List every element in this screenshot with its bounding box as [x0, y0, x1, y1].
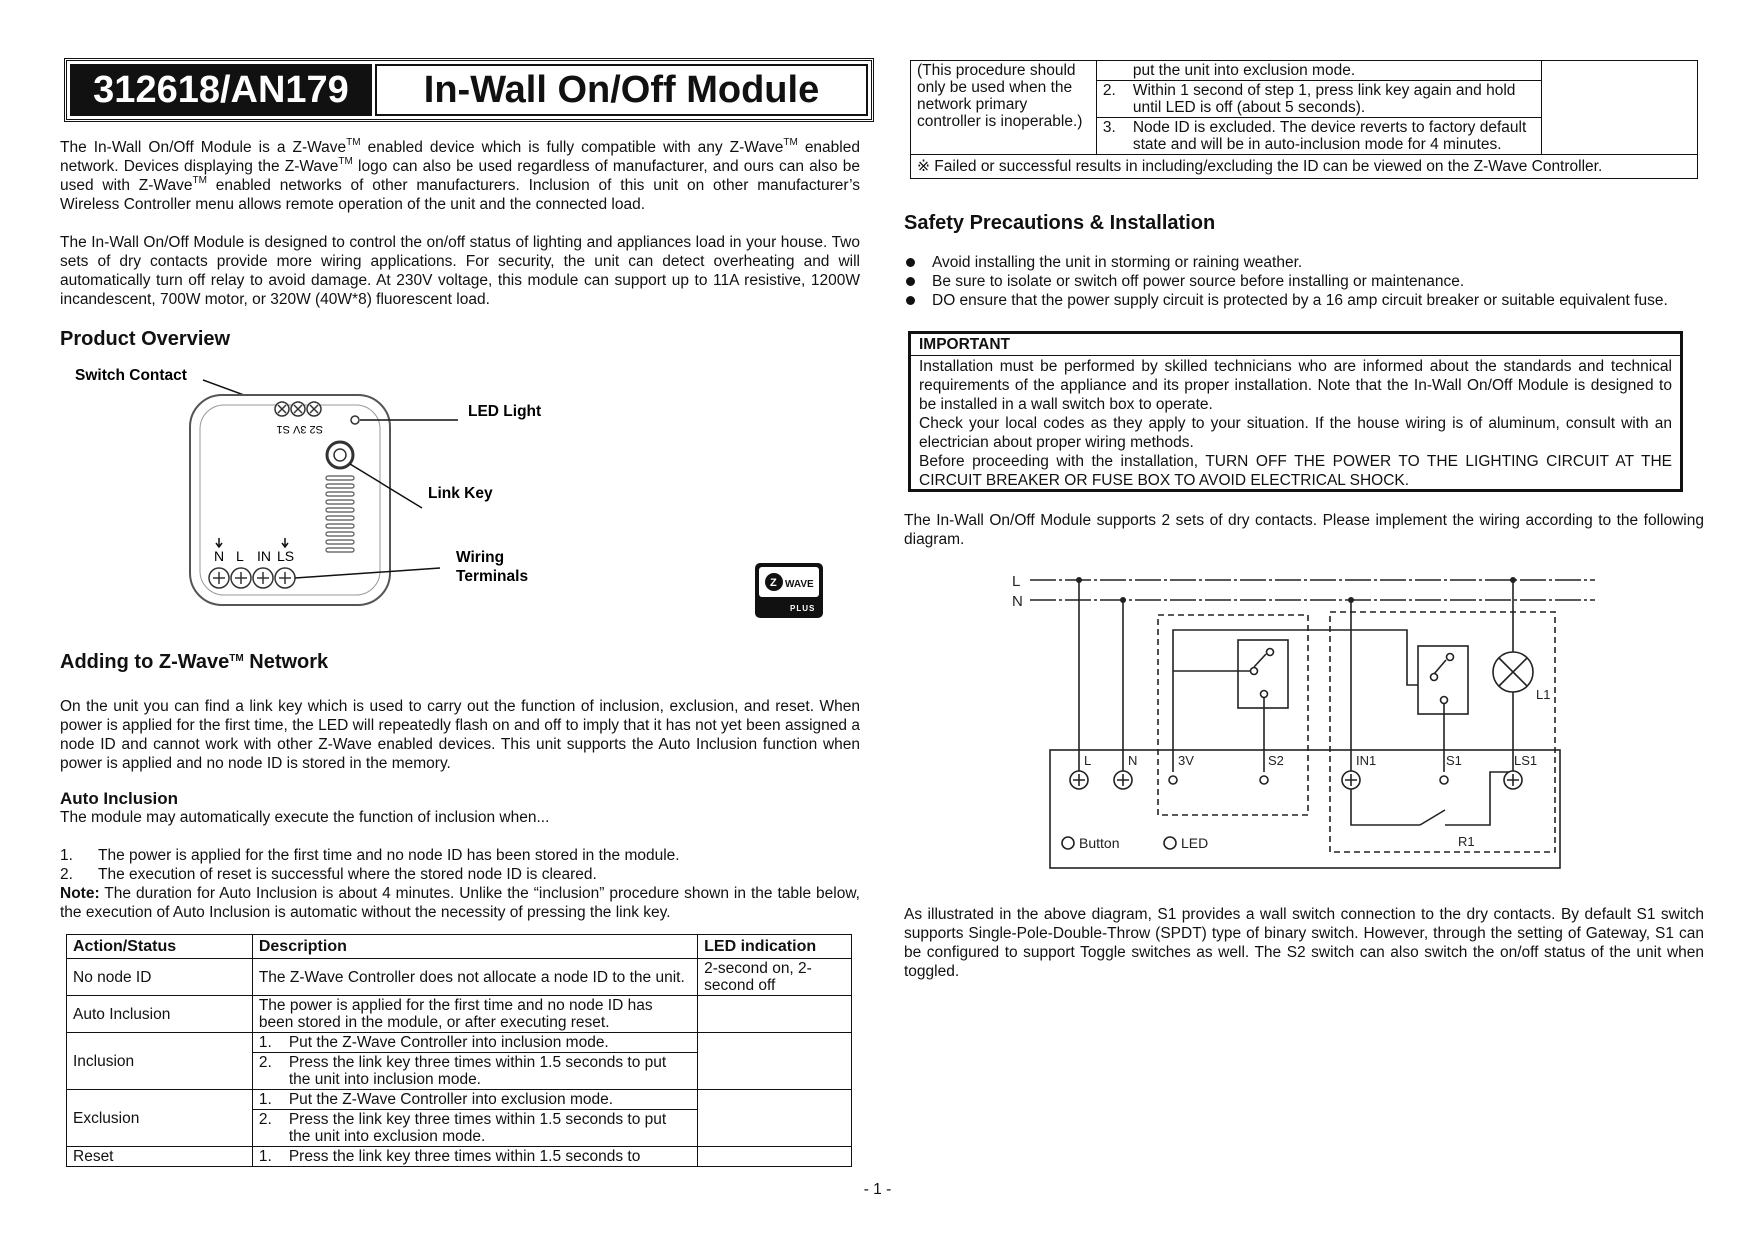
adding-network-heading: Adding to Z-Wave™ Network [60, 651, 329, 673]
column-header: Action/Status [67, 935, 253, 959]
lamp-label: L1 [1536, 687, 1551, 702]
terminal-screws [1070, 771, 1522, 789]
table-row: Auto Inclusion The power is applied for the first time and no node ID has been stored in the module, or after executing reset. [67, 996, 852, 1033]
terminal-label: IN1 [1356, 753, 1377, 768]
auto-inclusion-list [60, 846, 860, 922]
line-l-label: L [1012, 573, 1021, 590]
table-row: 3. Node ID is excluded. The device reverts to factory default state and will be in auto-inclusion mode for 4 minutes. [911, 118, 1698, 155]
line-n-label: N [1012, 593, 1023, 610]
auto-inclusion-heading: Auto Inclusion [60, 789, 179, 808]
terminal-ls-label: LS [277, 548, 295, 564]
table-row: 2. Press the link key three times within 1.5 seconds to put the unit into exclusion mode. [67, 1110, 852, 1147]
safety-list [904, 253, 1704, 310]
wiring-diagram [1000, 560, 1610, 880]
terminal-label: 3V [1178, 753, 1194, 768]
switch-contact-label: Switch Contact [75, 367, 187, 384]
relay-label: R1 [1458, 834, 1475, 849]
wiring-label-line1: Wiring [456, 549, 505, 566]
adding-paragraph: On the unit you can find a link key which is used to carry out the function of inclusion, exclusion, and reset. When power is applied for the first time, the LED will repeatedly flash on and off to imply that it has not yet been assigned a node ID and cannot work with other Z-Wave enabled devices. This unit supports the Auto Inclusion function when power is applied and no node ID is stored in the memory. [60, 698, 860, 772]
lamp-icon [1493, 652, 1533, 692]
intro-paragraph-1: The In-Wall On/Off Module is a Z-Wave™ enabled device which is fully compatible with any Z-Wave™ enabled network. Devices displaying the Z-Wave™ logo can also be used regardless of manufacturer, and ours can also be used with Z-Wave™ enabled networks of other manufacturers. Inclusion of this unit on other manufacturer’s Wireless Controller menu allows remote operation of the unit and the connected load. [60, 137, 860, 213]
led-icon [351, 416, 359, 424]
auto-inclusion-note: Note: The duration for Auto Inclusion is about 4 minutes. Unlike the “inclusion” procedure shown in the table below, the execution of Auto Inclusion is automatic without the necessity of pressing the link key. [60, 885, 860, 921]
terminal-n-label: N [214, 548, 225, 564]
top-terminal-label: S2 3V S1 [276, 423, 323, 435]
svg-text:WAVE: WAVE [785, 579, 814, 590]
led-light-label: LED Light [468, 403, 542, 420]
important-body: Installation must be performed by skilled technicians who are informed about the standards and technical requirements of the appliance and its proper installation. Note that the In-Wall On/Off Module is designed to be installed in a wall switch box to operate. Check your local codes as they apply to your situation. If the house wiring is of aluminum, consult with an electrician about proper wiring methods. Before proceeding with the installation, TURN OFF THE POWER TO THE LIGHTING CIRCUIT AT THE CIRCUIT BREAKER OR FUSE BOX TO AVOID ELECTRICAL SHOCK. [919, 358, 1672, 489]
wiring-intro: The In-Wall On/Off Module supports 2 sets of dry contacts. Please implement the wiring according to the following diagram. [904, 512, 1704, 548]
column-header: LED indication [698, 935, 852, 959]
intro-section [60, 138, 860, 309]
action-status-table [66, 934, 852, 1167]
table-row: 2. Press the link key three times within 1.5 seconds to put the unit into inclusion mode. [67, 1053, 852, 1090]
product-overview-heading: Product Overview [60, 328, 231, 350]
important-box [908, 331, 1683, 492]
product-overview-diagram [60, 360, 860, 630]
column-header: Description [252, 935, 697, 959]
led-indicator-icon [1164, 837, 1176, 849]
title-banner [64, 58, 874, 122]
terminal-label: N [1128, 753, 1138, 768]
model-code: 312618/AN179 [70, 64, 372, 116]
page-number: - 1 - [863, 1181, 892, 1198]
top-terminal-screws [275, 402, 321, 416]
terminal-in-label: IN [257, 548, 271, 564]
list-item: DO ensure that the power supply circuit is protected by a 16 amp circuit breaker or suitable equivalent fuse. [904, 291, 1704, 310]
wiring-label-line2: Terminals [456, 568, 529, 585]
intro-paragraph-2: The In-Wall On/Off Module is designed to control the on/off status of lighting and appliances load in your house. Two sets of dry contacts provide more wiring applications. For security, the unit can detect overheating and will automatically turn off relay to avoid damage. At 230V voltage, this module can support up to 11A resistive, 1200W incandescent, 700W motor, or 320W (40W*8) fluorescent load. [60, 234, 860, 308]
table-row: Exclusion 1. Put the Z-Wave Controller into exclusion mode. [67, 1090, 852, 1110]
terminal-l-label: L [236, 548, 244, 564]
svg-text:Z: Z [770, 577, 777, 589]
table-footer-row: ※ Failed or successful results in including/excluding the ID can be viewed on the Z-Wave Controller. [911, 155, 1698, 179]
auto-inclusion-intro: The module may automatically execute the function of inclusion when... [60, 809, 550, 826]
table-row: No node ID The Z-Wave Controller does not allocate a node ID to the unit. 2-second on, 2-second off [67, 959, 852, 996]
list-item: Be sure to isolate or switch off power source before installing or maintenance. [904, 272, 1704, 291]
zwave-plus-logo [755, 563, 823, 618]
safety-heading: Safety Precautions & Installation [904, 212, 1216, 234]
led-label: LED [1181, 835, 1209, 851]
important-heading: IMPORTANT [911, 334, 1680, 356]
list-item: 1. The power is applied for the first time and no node ID has been stored in the module. [60, 847, 680, 864]
terminal-label: L [1084, 753, 1092, 768]
table-row: Reset 1. Press the link key three times within 1.5 seconds to [67, 1147, 852, 1167]
svg-text:PLUS: PLUS [790, 604, 816, 613]
list-item: 2. The execution of reset is successful where the stored node ID is cleared. [60, 866, 597, 883]
table-row: Inclusion 1. Put the Z-Wave Controller into inclusion mode. [67, 1033, 852, 1053]
button-icon [1062, 837, 1074, 849]
table-header-row [67, 935, 852, 959]
page-title: In-Wall On/Off Module [375, 64, 868, 116]
table-row: (This procedure should only be used when the network primary controller is inoperable.) put the unit into exclusion mode. [911, 61, 1698, 81]
terminal-label: S2 [1268, 753, 1284, 768]
button-label: Button [1079, 835, 1120, 851]
reset-table-continued [910, 60, 1698, 179]
wiring-explanation: As illustrated in the above diagram, S1 provides a wall switch connection to the dry contacts. By default S1 switch supports Single-Pole-Double-Throw (SPDT) type of binary switch. However, through the setting of Gateway, S1 can be configured to support Toggle switches as well. The S2 switch can also switch the on/off status of the unit when toggled. [904, 906, 1704, 980]
list-item: Avoid installing the unit in storming or raining weather. [904, 253, 1704, 272]
link-key-label: Link Key [428, 485, 493, 502]
table-row: 2. Within 1 second of step 1, press link key again and hold until LED is off (about 5 seconds). [911, 81, 1698, 118]
terminal-label: S1 [1446, 753, 1462, 768]
terminal-label: LS1 [1514, 753, 1538, 768]
